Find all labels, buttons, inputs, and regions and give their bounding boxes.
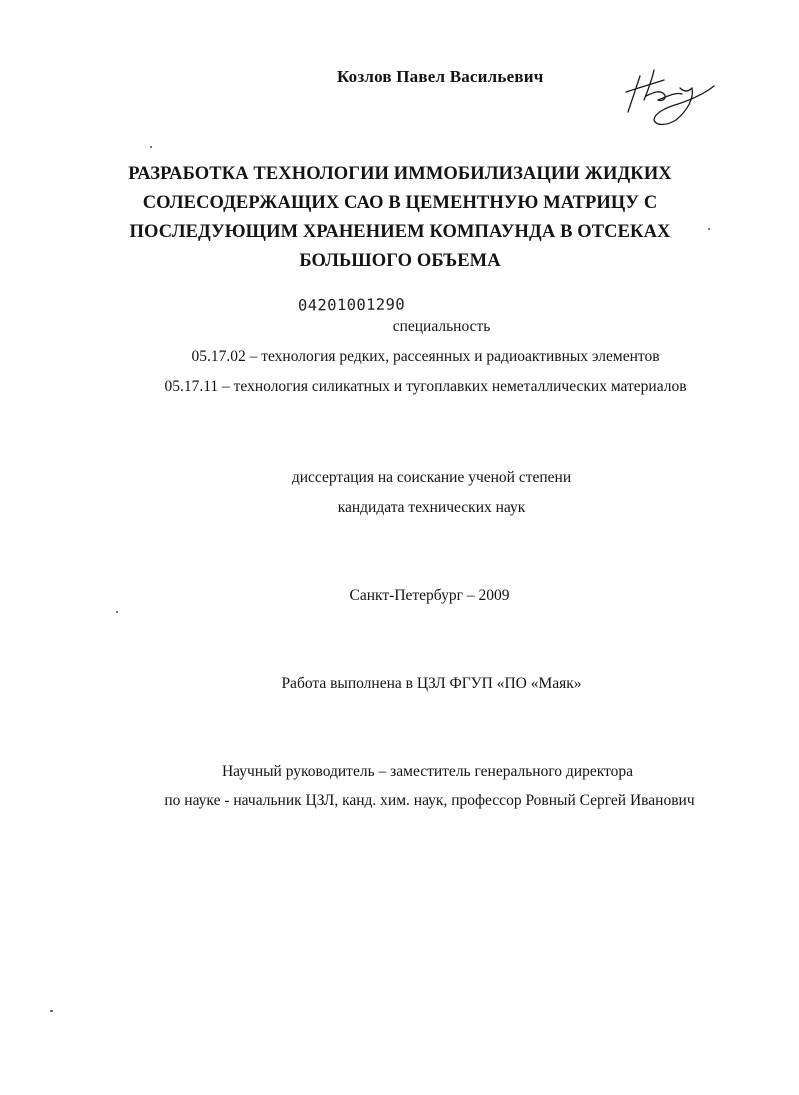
handwritten-signature: [618, 62, 716, 128]
title-line-4: БОЛЬШОГО ОБЪЕМА: [299, 251, 501, 271]
supervisor-line-2: по науке - начальник ЦЗЛ, канд. хим. наук, профессор Ровный Сергей Иванович: [164, 792, 695, 809]
scan-speck: [150, 146, 152, 148]
title-line-3: ПОСЛЕДУЮЩИМ ХРАНЕНИЕМ КОМПАУНДА В ОТСЕКАХ: [129, 222, 671, 242]
registration-number-stamp: 04201001290: [297, 295, 406, 315]
specialty-label: специальность: [392, 318, 491, 335]
title-line-1: РАЗРАБОТКА ТЕХНОЛОГИИ ИММОБИЛИЗАЦИИ ЖИДКИХ: [128, 164, 672, 184]
scan-speck: [116, 611, 118, 613]
specialty-code-1: 05.17.02 – технология редких, рассеянных и радиоактивных элементов: [191, 348, 660, 365]
scan-speck: [708, 228, 710, 230]
organization: Работа выполнена в ЦЗЛ ФГУП «ПО «Маяк»: [281, 675, 582, 692]
specialty-code-2: 05.17.11 – технология силикатных и тугоплавких неметаллических материалов: [164, 378, 687, 395]
scan-speck: [50, 1010, 53, 1012]
title-line-2: СОЛЕСОДЕРЖАЩИХ САО В ЦЕМЕНТНУЮ МАТРИЦУ С: [142, 193, 658, 213]
degree-line-1: диссертация на соискание ученой степени: [291, 469, 572, 486]
dissertation-title: [90, 160, 710, 276]
place-year: Санкт-Петербург – 2009: [349, 587, 510, 604]
supervisor-line-1: Научный руководитель – заместитель генерального директора: [221, 763, 633, 780]
degree-line-2: кандидата технических наук: [337, 499, 526, 516]
author-name: Козлов Павел Васильевич: [337, 67, 544, 86]
